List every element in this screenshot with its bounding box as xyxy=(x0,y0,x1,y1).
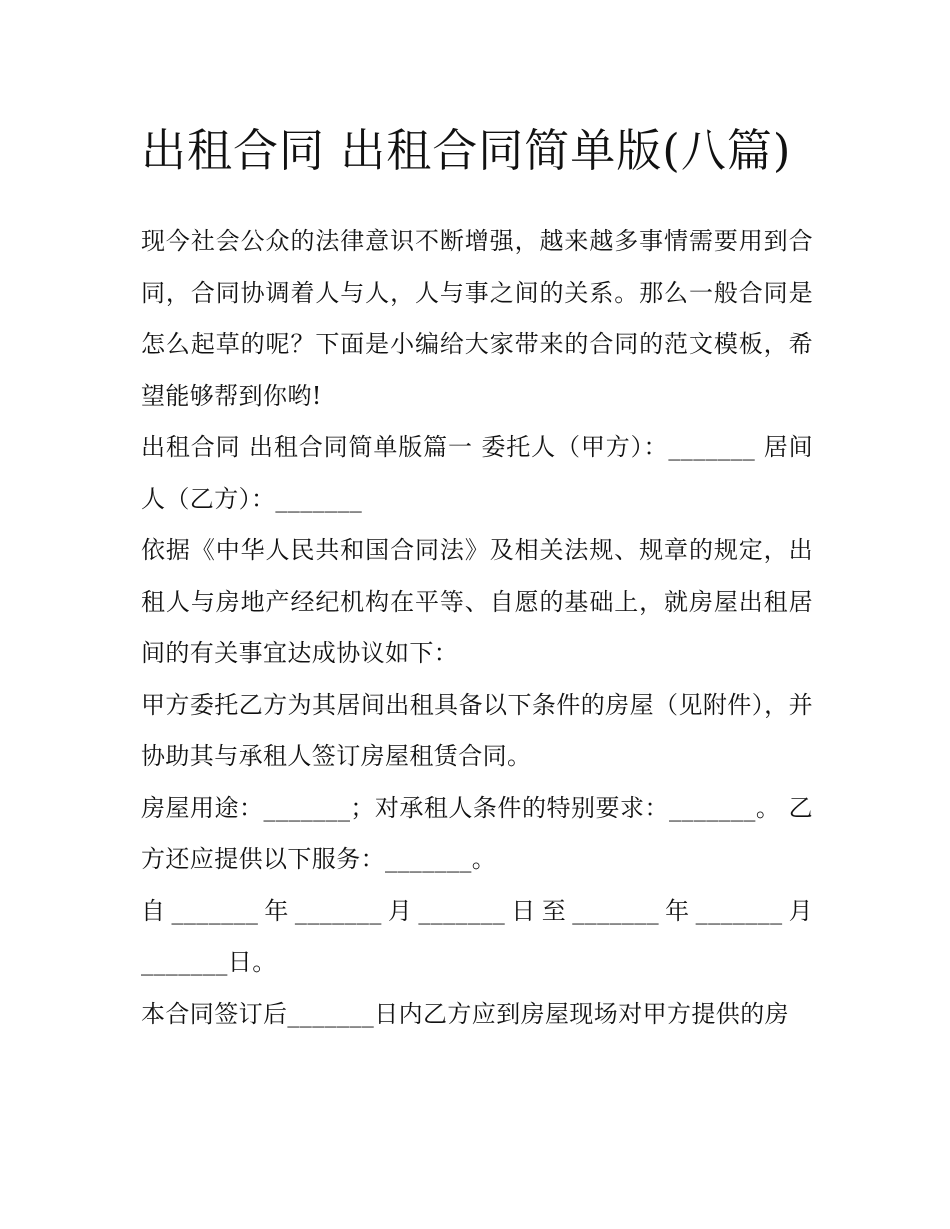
legal-basis-paragraph: 依据《中华人民共和国合同法》及相关法规、规章的规定，出租人与房地产经纪机构在平等、自愿的基础上，就房屋出租居间的有关事宜达成协议如下： xyxy=(141,536,813,667)
inspection-paragraph: 本合同签订后_______日内乙方应到房屋现场对甲方提供的房 xyxy=(141,999,789,1028)
commission-paragraph: 甲方委托乙方为其居间出租具备以下条件的房屋（见附件），并协助其与承租人签订房屋租赁合同。 xyxy=(141,690,813,770)
term-paragraph: 自_______年_______月_______日至_______年_______月_______日。 xyxy=(141,896,813,976)
usage-paragraph: 房屋用途：_______；对承租人条件的特别要求：_______。 乙方还应提供以下服务：_______。 xyxy=(141,793,813,873)
document-title: 出租合同 出租合同简单版(八篇) xyxy=(141,124,792,177)
document-body xyxy=(141,112,813,1040)
intro-paragraph: 现今社会公众的法律意识不断增强，越来越多事情需要用到合同，合同协调着人与人，人与事之间的关系。那么一般合同是怎么起草的呢？下面是小编给大家带来的合同的范文模板，希望能够帮到你哟! xyxy=(141,227,813,410)
parties-paragraph: 出租合同 出租合同简单版篇一 委托人（甲方）：_______ 居间人（乙方）：_______ xyxy=(141,433,813,513)
